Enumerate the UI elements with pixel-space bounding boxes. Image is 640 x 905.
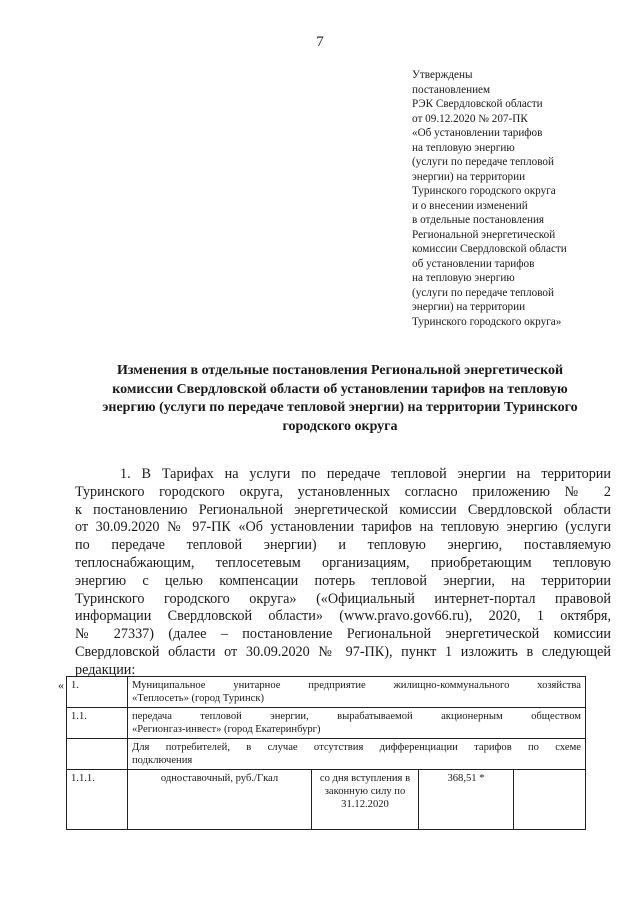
cell-line: «Регионгаз-инвест» (город Екатеринбург) [132,724,321,735]
approval-line: энергии) на территории [412,301,526,313]
title-line: энергию (услуги по передаче тепловой энергии) на территории Туринского [102,400,578,416]
body-line: Свердловской области от 30.09.2020 № 97-ПК), пункт 1 изложить в следующей [75,643,611,660]
tariff-value-cell: 368,51 * [419,770,514,830]
body-paragraph [75,466,611,680]
body-line: Туринского городского округа, установленных согласно приложению № 2 [75,483,611,500]
approval-line: комиссии Свердловской области [412,243,567,255]
table-row [67,708,586,739]
cell-line: Для потребителей, в случае отсутствия дифференциации тарифов по схеме [132,742,581,753]
row-number [67,739,128,770]
tariff-table [66,676,586,830]
table-row [67,677,586,708]
opening-quote: « [58,678,64,692]
table-row [67,739,586,770]
body-line: от 30.09.2020 № 97-ПК «Об установлении тарифов на тепловую энергию (услуги [75,519,611,536]
approval-line: энергии) на территории [412,170,526,183]
approval-line: РЭК Свердловской области [412,98,543,110]
row-number: 1.1. [67,708,128,739]
approval-block [412,68,634,329]
body-line: теплоснабжающим, теплосетевым организациям, приобретающим тепловую [75,554,611,571]
approval-line: Туринского городского округа» [412,315,562,328]
approval-line: Утверждены [412,69,473,81]
title-line: городского округа [282,418,398,434]
approval-line: на тепловую энергию [412,141,515,154]
approval-line: (услуги по передаче тепловой [412,286,554,299]
validity-period-cell: со дня вступления в законную силу по 31.12.2020 [312,770,419,830]
approval-line: об установлении тарифов [412,257,535,270]
title-line: Изменения в отдельные постановления Региональной энергетической [116,363,564,378]
approval-line: постановлением [412,83,491,96]
body-line: энергию с целью компенсации потерь тепловой энергии, на территории [75,572,611,589]
title-line: комиссии Свердловской области об установлении тарифов на тепловую [112,381,568,397]
organization-cell [128,677,586,708]
cell-line: передача тепловой энергии, вырабатываемой акционерным обществом [132,711,581,722]
approval-line: Региональной энергетической [412,228,556,241]
approval-line: (услуги по передаче тепловой [412,156,554,168]
approval-line: на тепловую энергию [412,272,515,284]
cell-line: подключения [132,755,193,766]
body-line: информации Свердловской области» (www.pravo.gov66.ru), 2020, 1 октября, [75,608,611,625]
body-line: 1. В Тарифах на услуги по передаче тепловой энергии на территории [120,466,611,482]
approval-line: Туринского городского округа [412,185,556,197]
approval-line: в отдельные постановления [412,214,545,226]
body-line: по передаче тепловой энергии) и тепловую энергию, поставляемую [75,537,611,554]
empty-cell [514,770,586,830]
approval-line: от 09.12.2020 № 207-ПК [412,112,528,125]
table-row [67,770,586,830]
body-line: Туринского городского округа» («Официальный интернет-портал правовой [75,590,611,607]
row-number: 1. [67,677,128,708]
body-line: № 27337) (далее – постановление Региональной энергетической комиссии [75,626,611,643]
consumer-cell [128,739,586,770]
body-line: редакции: [75,661,136,678]
tariff-kind-cell: одноставочный, руб./Гкал [128,770,312,830]
approval-line: и о внесении изменений [412,199,528,212]
service-cell [128,708,586,739]
document-title [70,362,610,436]
body-line: к постановлению Региональной энергетической комиссии Свердловской области [75,501,611,518]
page-number: 7 [316,34,324,50]
cell-line: «Теплосеть» (город Туринск) [132,693,265,704]
cell-line: Муниципальное унитарное предприятие жилищно-коммунального хозяйства [132,680,581,691]
row-number: 1.1.1. [67,770,128,830]
approval-line: «Об установлении тарифов [412,127,543,139]
